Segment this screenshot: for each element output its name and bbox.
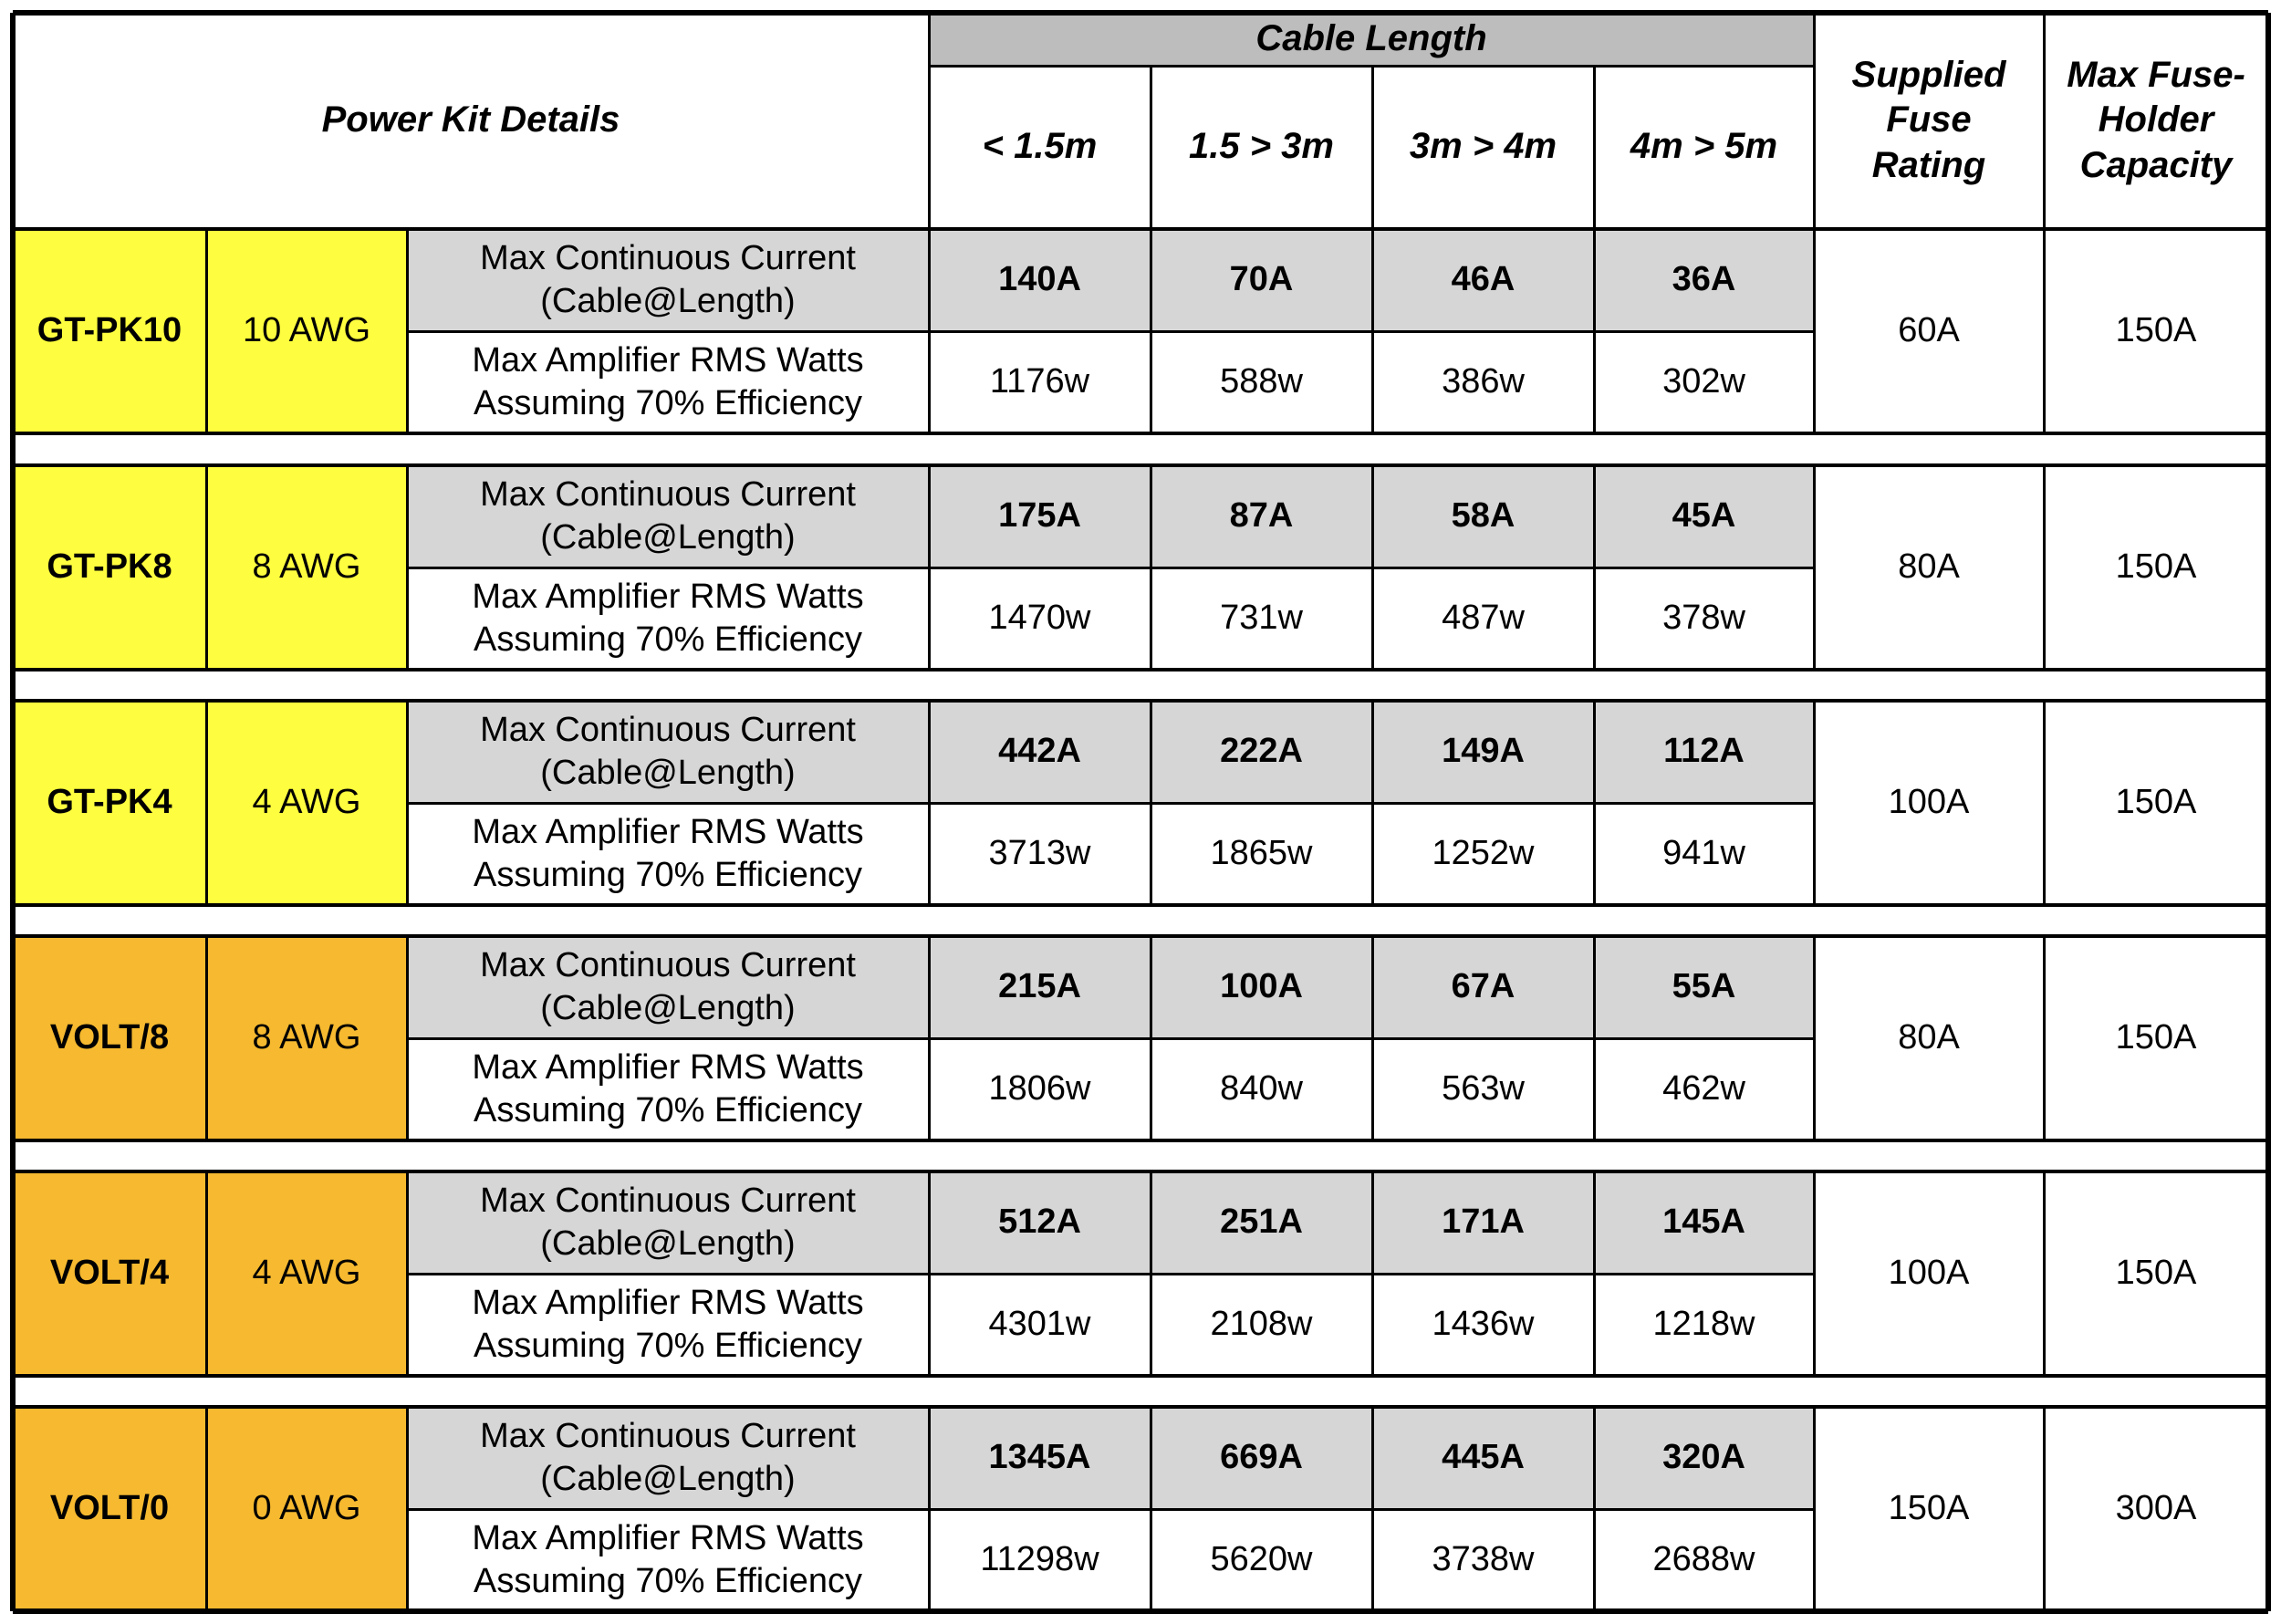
grid-line-v bbox=[928, 13, 931, 229]
length-header-2: 1.5 > 3m bbox=[1188, 126, 1334, 167]
current-value-cell: 140A bbox=[929, 229, 1151, 331]
current-value-cell: 669A bbox=[1151, 1407, 1372, 1509]
current-value-cell: 1345A bbox=[929, 1407, 1151, 1509]
current-value-cell: 320A bbox=[1594, 1407, 1814, 1509]
watts-value-cell: 487w bbox=[1442, 599, 1525, 638]
grid-line-v bbox=[1813, 13, 1816, 229]
grid-line-h bbox=[13, 463, 2268, 467]
grid-line-v bbox=[1371, 1171, 1374, 1376]
watts-row-label: Max Amplifier RMS Watts Assuming 70% Efficiency bbox=[472, 1047, 864, 1130]
current-value-cell: 55A bbox=[1594, 936, 1814, 1038]
watts-value-cell: 2108w bbox=[1210, 1305, 1313, 1344]
watts-value-cell: 386w bbox=[1442, 362, 1525, 401]
grid-line-v bbox=[205, 1407, 208, 1611]
current-row-label: Max Continuous Current (Cable@Length) bbox=[407, 936, 929, 1038]
grid-line-v bbox=[928, 229, 931, 433]
current-value-cell: 442A bbox=[929, 701, 1151, 803]
watts-value-cell: 1470w bbox=[988, 599, 1091, 638]
grid-line-v bbox=[205, 936, 208, 1140]
watts-row-label: Max Amplifier RMS Watts Assuming 70% Efficiency bbox=[472, 340, 864, 422]
kit-model-name: VOLT/4 bbox=[13, 1171, 206, 1376]
current-value-cell: 215A bbox=[929, 936, 1151, 1038]
table-border-top bbox=[13, 10, 2268, 16]
current-value-cell: 112A bbox=[1594, 701, 1814, 803]
grid-line-h bbox=[13, 903, 2268, 907]
kit-model-name: GT-PK8 bbox=[13, 465, 206, 670]
grid-line-v bbox=[2043, 229, 2046, 433]
watts-value-cell: 840w bbox=[1220, 1069, 1303, 1109]
watts-value-cell: 5620w bbox=[1210, 1540, 1313, 1579]
kit-cable-gauge: 10 AWG bbox=[206, 229, 407, 433]
grid-line-v bbox=[1150, 229, 1152, 433]
current-value-cell: 100A bbox=[1151, 936, 1372, 1038]
grid-line-v bbox=[406, 701, 409, 905]
power-kit-details-header: Power Kit Details bbox=[321, 99, 620, 141]
grid-line-v bbox=[1150, 701, 1152, 905]
grid-line-v bbox=[406, 465, 409, 670]
current-row-label: Max Continuous Current (Cable@Length) bbox=[407, 465, 929, 567]
grid-line-v bbox=[1593, 1407, 1596, 1611]
current-value-cell: 445A bbox=[1372, 1407, 1594, 1509]
supplied-fuse-rating-cell: 100A bbox=[1888, 783, 1970, 822]
grid-line-v bbox=[1813, 1407, 1816, 1611]
grid-line-h bbox=[407, 1508, 1814, 1511]
current-value-cell: 70A bbox=[1151, 229, 1372, 331]
current-value-cell: 149A bbox=[1372, 701, 1594, 803]
grid-line-v bbox=[2043, 13, 2046, 229]
watts-value-cell: 1218w bbox=[1652, 1305, 1755, 1344]
watts-value-cell: 1176w bbox=[989, 362, 1090, 401]
grid-line-v bbox=[406, 1171, 409, 1376]
grid-line-v bbox=[406, 229, 409, 433]
current-row-label: Max Continuous Current (Cable@Length) bbox=[407, 1407, 929, 1509]
current-value-cell: 58A bbox=[1372, 465, 1594, 567]
kit-cable-gauge: 4 AWG bbox=[206, 1171, 407, 1376]
supplied-fuse-rating-cell: 60A bbox=[1898, 311, 1960, 350]
grid-line-v bbox=[928, 1407, 931, 1611]
grid-line-v bbox=[1593, 66, 1596, 229]
current-value-cell: 251A bbox=[1151, 1171, 1372, 1274]
current-value-cell: 222A bbox=[1151, 701, 1372, 803]
current-value-cell: 145A bbox=[1594, 1171, 1814, 1274]
grid-line-h bbox=[13, 1139, 2268, 1142]
length-header-3: 3m > 4m bbox=[1409, 126, 1557, 167]
grid-line-h bbox=[13, 1609, 2268, 1613]
grid-line-v bbox=[1593, 936, 1596, 1140]
current-row-label: Max Continuous Current (Cable@Length) bbox=[407, 1171, 929, 1274]
kit-cable-gauge: 8 AWG bbox=[206, 465, 407, 670]
watts-row-label: Max Amplifier RMS Watts Assuming 70% Efficiency bbox=[472, 1518, 864, 1600]
watts-value-cell: 11298w bbox=[980, 1540, 1099, 1579]
grid-line-v bbox=[205, 1171, 208, 1376]
current-value-cell: 36A bbox=[1594, 229, 1814, 331]
watts-value-cell: 731w bbox=[1220, 599, 1303, 638]
grid-line-v bbox=[1371, 465, 1374, 670]
grid-line-h bbox=[407, 567, 1814, 569]
current-value-cell: 45A bbox=[1594, 465, 1814, 567]
watts-value-cell: 1436w bbox=[1432, 1305, 1535, 1344]
grid-line-v bbox=[928, 936, 931, 1140]
current-value-cell: 67A bbox=[1372, 936, 1594, 1038]
grid-line-h bbox=[13, 227, 2268, 231]
table-border-left bbox=[10, 13, 16, 1611]
length-header-4: 4m > 5m bbox=[1630, 126, 1778, 167]
grid-line-v bbox=[1813, 229, 1816, 433]
grid-line-v bbox=[1371, 701, 1374, 905]
current-value-cell: 171A bbox=[1372, 1171, 1594, 1274]
watts-value-cell: 563w bbox=[1442, 1069, 1525, 1109]
kit-model-name: GT-PK4 bbox=[13, 701, 206, 905]
grid-line-v bbox=[2043, 936, 2046, 1140]
grid-line-v bbox=[1813, 465, 1816, 670]
grid-line-h bbox=[13, 699, 2268, 703]
supplied-fuse-rating-cell: 80A bbox=[1898, 547, 1960, 587]
grid-line-v bbox=[1593, 701, 1596, 905]
grid-line-v bbox=[1150, 1171, 1152, 1376]
grid-line-v bbox=[205, 701, 208, 905]
kit-cable-gauge: 0 AWG bbox=[206, 1407, 407, 1611]
grid-line-v bbox=[1813, 1171, 1816, 1376]
watts-value-cell: 3713w bbox=[988, 834, 1091, 873]
grid-line-h bbox=[13, 668, 2268, 671]
watts-value-cell: 1252w bbox=[1432, 834, 1535, 873]
fuse-holder-capacity-cell: 150A bbox=[2115, 783, 2197, 822]
grid-line-v bbox=[1593, 1171, 1596, 1376]
watts-row-label: Max Amplifier RMS Watts Assuming 70% Efficiency bbox=[472, 812, 864, 894]
grid-line-h bbox=[407, 1037, 1814, 1040]
fuse-holder-capacity-cell: 150A bbox=[2115, 1254, 2197, 1293]
grid-line-h bbox=[13, 1405, 2268, 1409]
watts-value-cell: 2688w bbox=[1652, 1540, 1755, 1579]
watts-value-cell: 462w bbox=[1662, 1069, 1745, 1109]
kit-model-name: VOLT/8 bbox=[13, 936, 206, 1140]
grid-line-v bbox=[1150, 66, 1152, 229]
grid-line-v bbox=[1150, 1407, 1152, 1611]
grid-line-v bbox=[205, 465, 208, 670]
fuse-holder-capacity-cell: 150A bbox=[2115, 311, 2197, 350]
grid-line-v bbox=[928, 1171, 931, 1376]
watts-value-cell: 941w bbox=[1662, 834, 1745, 873]
supplied-fuse-rating-cell: 80A bbox=[1898, 1018, 1960, 1057]
supplied-fuse-rating-cell: 150A bbox=[1888, 1489, 1970, 1528]
grid-line-v bbox=[1371, 229, 1374, 433]
current-row-label: Max Continuous Current (Cable@Length) bbox=[407, 229, 929, 331]
watts-value-cell: 378w bbox=[1662, 599, 1745, 638]
grid-line-v bbox=[928, 701, 931, 905]
grid-line-v bbox=[1371, 1407, 1374, 1611]
kit-cable-gauge: 8 AWG bbox=[206, 936, 407, 1140]
grid-line-v bbox=[1813, 701, 1816, 905]
watts-value-cell: 3738w bbox=[1432, 1540, 1535, 1579]
length-header-1: < 1.5m bbox=[982, 126, 1098, 167]
grid-line-v bbox=[2043, 1171, 2046, 1376]
grid-line-v bbox=[2043, 1407, 2046, 1611]
max-fuse-holder-capacity-header: Max Fuse- Holder Capacity bbox=[2067, 54, 2245, 185]
grid-line-v bbox=[1150, 936, 1152, 1140]
current-value-cell: 87A bbox=[1151, 465, 1372, 567]
grid-line-v bbox=[1593, 465, 1596, 670]
grid-line-h bbox=[407, 330, 1814, 333]
grid-line-h bbox=[407, 1273, 1814, 1275]
kit-model-name: GT-PK10 bbox=[13, 229, 206, 433]
grid-line-h bbox=[13, 1374, 2268, 1378]
supplied-fuse-rating-header: Supplied Fuse Rating bbox=[1851, 54, 2006, 185]
grid-line-v bbox=[928, 465, 931, 670]
current-row-label: Max Continuous Current (Cable@Length) bbox=[407, 701, 929, 803]
current-value-cell: 175A bbox=[929, 465, 1151, 567]
kit-model-name: VOLT/0 bbox=[13, 1407, 206, 1611]
grid-line-v bbox=[1593, 229, 1596, 433]
watts-row-label: Max Amplifier RMS Watts Assuming 70% Efficiency bbox=[472, 577, 864, 659]
watts-value-cell: 588w bbox=[1220, 362, 1303, 401]
grid-line-v bbox=[406, 936, 409, 1140]
grid-line-h bbox=[407, 802, 1814, 805]
grid-line-h bbox=[13, 432, 2268, 435]
watts-value-cell: 4301w bbox=[988, 1305, 1091, 1344]
watts-row-label: Max Amplifier RMS Watts Assuming 70% Efficiency bbox=[472, 1283, 864, 1365]
fuse-holder-capacity-cell: 300A bbox=[2115, 1489, 2197, 1528]
fuse-holder-capacity-cell: 150A bbox=[2115, 547, 2197, 587]
grid-line-v bbox=[1813, 936, 1816, 1140]
current-value-cell: 512A bbox=[929, 1171, 1151, 1274]
supplied-fuse-rating-cell: 100A bbox=[1888, 1254, 1970, 1293]
grid-line-v bbox=[1371, 66, 1374, 229]
cable-length-header: Cable Length bbox=[929, 13, 1814, 66]
table-border-right bbox=[2265, 13, 2271, 1611]
watts-value-cell: 1806w bbox=[988, 1069, 1091, 1109]
watts-value-cell: 302w bbox=[1662, 362, 1745, 401]
grid-line-v bbox=[2043, 465, 2046, 670]
grid-line-v bbox=[1150, 465, 1152, 670]
watts-value-cell: 1865w bbox=[1210, 834, 1313, 873]
kit-cable-gauge: 4 AWG bbox=[206, 701, 407, 905]
grid-line-v bbox=[1371, 936, 1374, 1140]
grid-line-h bbox=[13, 1170, 2268, 1173]
grid-line-v bbox=[205, 229, 208, 433]
grid-line-v bbox=[2043, 701, 2046, 905]
fuse-holder-capacity-cell: 150A bbox=[2115, 1018, 2197, 1057]
grid-line-v bbox=[406, 1407, 409, 1611]
grid-line-h bbox=[13, 934, 2268, 938]
current-value-cell: 46A bbox=[1372, 229, 1594, 331]
